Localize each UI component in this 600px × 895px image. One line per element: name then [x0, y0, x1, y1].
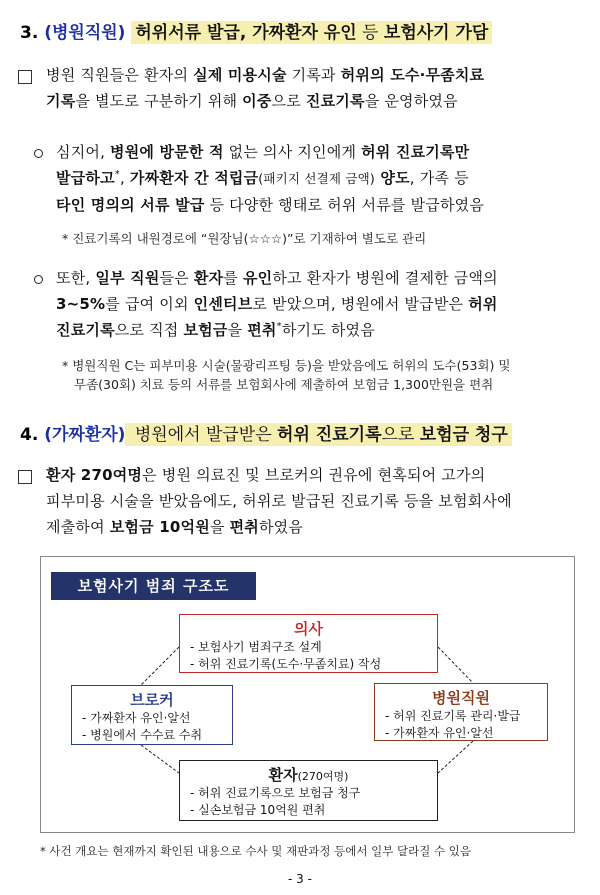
- text-run: 보험금 10억원: [109, 518, 210, 536]
- broker-item: - 병원에서 수수료 수취: [82, 728, 203, 742]
- connector-staff-patient: [438, 741, 473, 773]
- note-2-line-1: * 병원직원 C는 피부미용 시술(물광리프팅 등)을 받았음에도 허위의 도수(53회) 및: [62, 358, 511, 373]
- text-run: 제출하여: [46, 518, 110, 536]
- section-3-number: 3.: [20, 23, 39, 43]
- doctor-item: - 허위 진료기록(도수·무좀치료) 작성: [190, 657, 382, 671]
- section-3-title-highlight: [131, 21, 492, 44]
- text-run: 환자 270여명: [46, 466, 143, 484]
- section-4-title-c: 으로: [381, 425, 420, 445]
- staff-box: [374, 683, 548, 741]
- section-4-heading: [20, 420, 512, 445]
- note-1: * 진료기록의 내원경로에 “원장님(☆☆☆)”로 기재하여 별도로 관리: [62, 231, 427, 246]
- circle-bullet: [34, 275, 43, 284]
- section-3-paragraph: [46, 62, 586, 114]
- patient-count: (270여명): [297, 770, 349, 783]
- text-run: 유인: [242, 269, 273, 287]
- section-3-heading: [20, 18, 492, 43]
- section-4-title-a: 병원에서 발급받은: [129, 425, 278, 445]
- circle-bullet: [34, 149, 43, 158]
- text-run: 하였음: [258, 518, 304, 536]
- section-3-title-a: 허위서류 발급, 가짜환자 유인: [135, 23, 357, 43]
- broker-items: [72, 710, 232, 744]
- connector-doctor-broker: [141, 647, 179, 685]
- text-run: 을: [209, 518, 230, 536]
- footnote: * 사건 개요는 현재까지 확인된 내용으로 수사 및 재판과정 등에서 일부 달라질 수 있음: [40, 844, 471, 858]
- text-run: 허위의 도수·무좀치료: [340, 66, 485, 84]
- text-run: 일부 직원: [95, 269, 160, 287]
- broker-box: [71, 685, 233, 745]
- text-run: 으로: [271, 92, 306, 110]
- patient-title: 환자: [268, 766, 298, 784]
- text-run: 타인 명의의 서류 발급: [56, 196, 205, 214]
- section-4-title-d: 보험금 청구: [419, 425, 508, 445]
- text-run: 이중: [242, 92, 272, 110]
- text-run: 을 별도로 구분하기 위해: [75, 92, 243, 110]
- staff-title: 병원직원: [432, 689, 490, 707]
- section-3-title-c: 보험사기 가담: [383, 23, 489, 43]
- text-run: 진료기록: [305, 92, 365, 110]
- text-run: 피부미용 시술을 받았음에도, 허위로 발급된 진료기록 등을 보험회사에: [46, 492, 512, 510]
- text-run: 편취: [247, 321, 277, 339]
- footnote-mark: *: [114, 169, 120, 180]
- connector-doctor-staff: [438, 647, 473, 683]
- text-run: 심지어,: [56, 143, 111, 161]
- text-run: 3~5%: [56, 295, 106, 313]
- text-run: 가짜환자 간 적립금: [129, 169, 259, 187]
- section-4-title-highlight: [125, 423, 511, 446]
- bullet-2-paragraph: [56, 265, 586, 343]
- section-3-tag: (병원직원): [44, 23, 126, 43]
- checkbox-bullet: [18, 470, 32, 484]
- fraud-structure-diagram: [40, 556, 575, 833]
- footnote-mark: *: [276, 321, 282, 332]
- text-run: 를 급여 이외: [105, 295, 194, 313]
- section-4-number: 4.: [20, 425, 39, 445]
- doctor-item: - 보험사기 범죄구조 설계: [190, 640, 322, 654]
- section-4-title-b: 허위 진료기록: [277, 425, 382, 445]
- page-number: - 3 -: [288, 872, 312, 886]
- text-run: 환자: [193, 269, 224, 287]
- doctor-items: [180, 639, 437, 673]
- note-2-line-2: 무좀(30회) 치료 등의 서류를 보험회사에 제출하여 보험금 1,300만원을 편취: [74, 377, 494, 392]
- text-run: 등 다양한 행태로 허위 서류를 발급하였음: [204, 196, 485, 214]
- checkbox-bullet: [18, 70, 32, 84]
- patient-item: - 실손보험금 10억원 편취: [190, 803, 326, 817]
- text-run: 진료기록: [56, 321, 115, 339]
- text-run: 편취: [229, 518, 259, 536]
- patient-box: [179, 760, 438, 821]
- text-run: 기록: [46, 92, 76, 110]
- text-run: 기록과: [286, 66, 341, 84]
- bullet-1-paragraph: [56, 139, 586, 218]
- diagram-title: 보험사기 범죄 구조도: [51, 572, 256, 600]
- text-run: 로 받았으며, 병원에서 발급받은: [252, 295, 469, 313]
- section-4-paragraph: [46, 462, 586, 540]
- text-run: 들은: [159, 269, 194, 287]
- staff-item: - 허위 진료기록 관리·발급: [385, 709, 521, 723]
- broker-item: - 가짜환자 유인·알선: [82, 711, 191, 725]
- doctor-title: 의사: [294, 620, 323, 638]
- text-run: 를: [223, 269, 243, 287]
- connector-broker-patient: [141, 745, 179, 773]
- text-run: 발급하고: [56, 169, 115, 187]
- text-run: 허위 진료기록만: [361, 143, 470, 161]
- text-run: 허위: [468, 295, 498, 313]
- text-run: 하기도 하였음: [281, 321, 375, 339]
- text-run: 양도: [374, 169, 410, 187]
- doctor-box: [179, 614, 438, 673]
- text-run: , 가족 등: [409, 169, 469, 187]
- section-3-title-b: 등: [356, 23, 384, 43]
- broker-title: 브로커: [130, 691, 174, 709]
- text-run: 을: [227, 321, 248, 339]
- text-run: 은 병원 의료진 및 브로커의 권유에 현혹되어 고가의: [142, 466, 486, 484]
- note-2: [62, 356, 590, 394]
- patient-item: - 허위 진료기록으로 보험금 청구: [190, 786, 361, 800]
- text-run: 인센티브: [193, 295, 253, 313]
- text-run: ,: [119, 169, 130, 187]
- patient-items: [180, 785, 437, 819]
- text-run: 실제 미용시술: [193, 66, 287, 84]
- staff-items: [375, 708, 547, 742]
- text-run: 보험금: [183, 321, 228, 339]
- staff-item: - 가짜환자 유인·알선: [385, 726, 494, 740]
- text-run: 병원 직원들은 환자의: [46, 66, 194, 84]
- text-run: 또한,: [56, 269, 96, 287]
- text-run: 없는 의사 지인에게: [223, 143, 362, 161]
- text-run: 하고 환자가 병원에 결제한 금액의: [272, 269, 498, 287]
- text-run: 병원에 방문한 적: [110, 143, 224, 161]
- text-run: 으로 직접: [114, 321, 184, 339]
- text-run: (패키지 선결제 금액): [258, 171, 375, 186]
- text-run: 을 운영하였음: [364, 92, 458, 110]
- patient-title-row: [180, 764, 437, 785]
- section-4-tag: (가짜환자): [44, 425, 126, 445]
